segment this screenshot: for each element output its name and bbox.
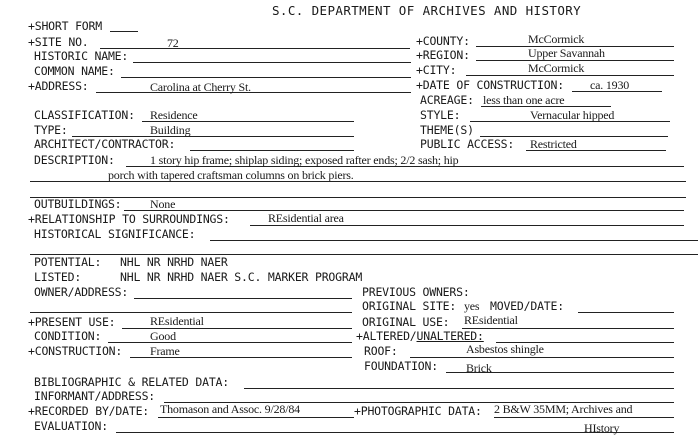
city-line [466, 75, 674, 76]
photographic-data-line [494, 417, 674, 418]
moved-date-label: MOVED/DATE: [490, 299, 564, 313]
type-label: TYPE: [34, 123, 68, 137]
unaltered-label: UNALTERED: [416, 329, 484, 343]
owner-address-line-2 [30, 312, 352, 313]
description-value-line1: 1 story hip frame; shiplap siding; exposed rafter ends; 2/2 sash; hip [150, 153, 459, 167]
recorded-by-line [158, 417, 354, 418]
site-no-value: 72 [167, 36, 179, 50]
evaluation-label: EVALUATION: [34, 419, 108, 433]
recorded-by-label: +RECORDED BY/DATE: [28, 404, 150, 418]
region-label: +REGION: [416, 48, 470, 62]
date-of-construction-value: ca. 1930 [590, 78, 630, 92]
historical-significance-label: HISTORICAL SIGNIFICANCE: [34, 227, 196, 241]
condition-value: Good [150, 329, 176, 343]
city-value: McCormick [528, 61, 585, 75]
present-use-value: REsidential [150, 314, 204, 328]
previous-owners-label: PREVIOUS OWNERS: [362, 285, 470, 299]
listed-label: LISTED: [34, 270, 82, 284]
original-use-line [462, 328, 674, 329]
architect-line [190, 150, 354, 151]
address-label: +ADDRESS: [28, 79, 89, 93]
original-site-label: ORIGINAL SITE: [362, 299, 457, 313]
original-use-label: ORIGINAL USE: [362, 315, 450, 329]
common-name-line [121, 77, 411, 78]
short-form-label: +SHORT FORM [28, 19, 102, 33]
county-label: +COUNTY: [416, 34, 470, 48]
construction-label: +CONSTRUCTION: [28, 344, 123, 358]
construction-value: Frame [150, 344, 180, 358]
historic-name-label: HISTORIC NAME: [34, 49, 129, 63]
historic-name-line [133, 62, 411, 63]
potential-label: POTENTIAL: [34, 255, 102, 269]
relationship-value: REsidential area [268, 211, 344, 225]
original-use-value: REsidential [464, 313, 518, 327]
site-no-label: +SITE NO. [28, 35, 89, 49]
roof-label: ROOF: [364, 344, 398, 358]
document-title: S.C. DEPARTMENT OF ARCHIVES AND HISTORY [272, 3, 582, 18]
bibliographic-line [244, 388, 674, 389]
description-value-line2: porch with tapered craftsman columns on brick piers. [108, 168, 354, 182]
site-no-line [100, 48, 410, 49]
common-name-label: COMMON NAME: [34, 64, 115, 78]
style-label: STYLE: [420, 108, 461, 122]
style-value: Vernacular hipped [530, 108, 615, 122]
relationship-label: +RELATIONSHIP TO SURROUNDINGS: [28, 212, 230, 226]
moved-date-line [578, 312, 674, 313]
outbuildings-value: None [150, 197, 176, 211]
potential-options: NHL NR NRHD NAER [120, 255, 228, 269]
altered-label: +ALTERED/ [356, 329, 417, 343]
photographic-data-label: +PHOTOGRAPHIC DATA: [354, 404, 482, 418]
foundation-label: FOUNDATION: [364, 359, 438, 373]
city-label: +CITY: [416, 63, 457, 77]
roof-line [410, 357, 674, 358]
informant-label: INFORMANT/ADDRESS: [34, 389, 156, 403]
outbuildings-label: OUTBUILDINGS: [34, 197, 122, 211]
county-value: McCormick [528, 32, 585, 46]
acreage-value: less than one acre [483, 93, 565, 107]
description-label: DESCRIPTION: [34, 153, 115, 167]
description-line-3 [30, 197, 686, 198]
photographic-data-value-line1: 2 B&W 35MM; Archives and [494, 402, 633, 416]
photographic-data-value-line2: HIstory [584, 421, 620, 435]
date-of-construction-label: +DATE OF CONSTRUCTION: [416, 78, 564, 92]
original-site-value: yes [464, 299, 480, 313]
recorded-by-value: Thomason and Assoc. 9/28/84 [160, 402, 300, 416]
foundation-value: Brick [466, 361, 492, 375]
themes-label: THEME(S) [420, 123, 474, 137]
address-line [96, 92, 411, 93]
owner-address-line [134, 298, 352, 299]
classification-value: Residence [150, 108, 198, 122]
condition-label: CONDITION: [34, 329, 102, 343]
description-line-2 [30, 181, 686, 182]
roof-value: Asbestos shingle [466, 342, 544, 356]
condition-line [108, 342, 352, 343]
address-value: Carolina at Cherry St. [150, 80, 251, 94]
outbuildings-line [124, 210, 684, 211]
short-form-line [110, 31, 138, 32]
architect-label: ARCHITECT/CONTRACTOR: [34, 137, 176, 151]
public-access-value: Restricted [530, 137, 577, 151]
present-use-label: +PRESENT USE: [28, 315, 116, 329]
relationship-line [250, 225, 684, 226]
altered-unaltered-label [356, 330, 484, 343]
historical-significance-line [210, 240, 698, 241]
region-value: Upper Savannah [528, 46, 605, 60]
classification-label: CLASSIFICATION: [34, 108, 135, 122]
listed-options: NHL NR NRHD NAER S.C. MARKER PROGRAM [120, 270, 363, 284]
bibliographic-label: BIBLIOGRAPHIC & RELATED DATA: [34, 375, 229, 389]
public-access-label: PUBLIC ACCESS: [420, 137, 515, 151]
owner-address-label: OWNER/ADDRESS: [34, 285, 129, 299]
type-value: Building [150, 123, 191, 137]
acreage-label: ACREAGE: [420, 93, 474, 107]
